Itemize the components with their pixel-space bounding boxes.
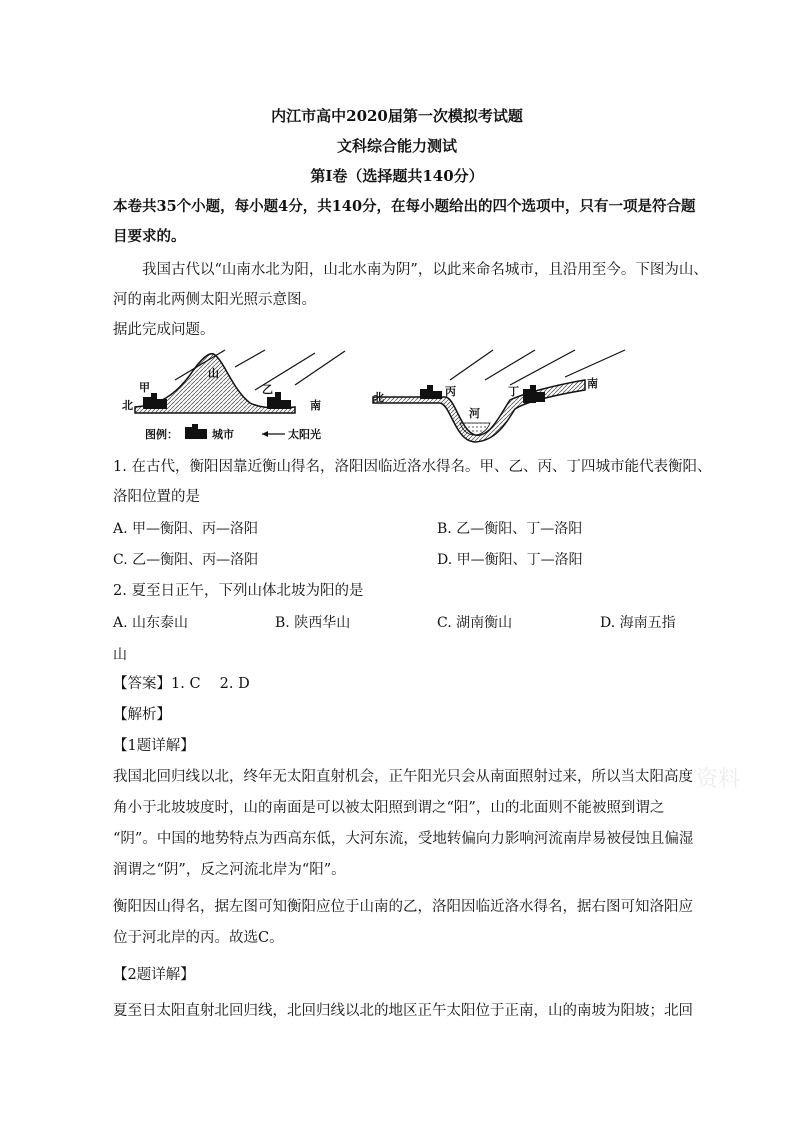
label-south-right: 南	[587, 377, 598, 390]
sunlight-ray	[565, 350, 625, 377]
label-jia: 甲	[139, 381, 150, 394]
label-north-left: 北	[122, 399, 133, 412]
q1-option-a: A. 甲—衡阳、丙—洛阳	[113, 521, 259, 537]
exam-title: 内江市高中2020届第一次模拟考试题	[271, 107, 523, 125]
q2-explanation-line-1: 夏至日太阳直射北回归线，北回归线以北的地区正午太阳位于正南，山的南坡为阳坡；北回	[113, 1003, 693, 1019]
sunlight-ray	[235, 350, 265, 367]
watermark: 资料	[696, 767, 741, 792]
city-icon-bing	[420, 385, 442, 399]
sunlight-ray	[295, 351, 345, 385]
label-south-left: 南	[310, 399, 321, 412]
q1-explanation-heading: 【1题详解】	[113, 738, 195, 754]
label-river: 河	[469, 407, 480, 420]
label-bing: 丙	[445, 385, 456, 398]
q2-option-c: C. 湖南衡山	[437, 615, 513, 631]
label-north-right: 北	[373, 391, 384, 404]
analysis-heading: 【解析】	[113, 707, 171, 723]
q2-explanation-heading: 【2题详解】	[113, 967, 195, 983]
label-ding: 丁	[508, 385, 519, 398]
exam-subtitle: 文科综合能力测试	[336, 137, 457, 155]
q1-explanation-line-2: 角小于北坡坡度时，山的南面是可以被太阳照到谓之“阳”，山的北面则不能被照到谓之	[113, 800, 665, 816]
instruction-line-2: 目要求的。	[113, 228, 186, 245]
sunlight-ray	[450, 350, 493, 380]
answer-line: 【答案】1. C 2. D	[113, 676, 250, 692]
q1-stem-line-1: 1. 在古代，衡阳因靠近衡山得名，洛阳因临近洛水得名。甲、乙、丙、丁四城市能代表衡阳、	[113, 459, 712, 475]
q1-explanation-line-1: 我国北回归线以北，终年无太阳直射机会，正午阳光只会从南面照射过来，所以当太阳高度	[113, 769, 693, 785]
q2-stem: 2. 夏至日正午，下列山体北坡为阳的是	[113, 583, 364, 599]
label-mountain: 山	[208, 367, 219, 380]
q1-option-c: C. 乙—衡阳、丙—洛阳	[113, 552, 259, 568]
q1-stem-line-2: 洛阳位置的是	[113, 489, 200, 505]
q1-option-d: D. 甲—衡阳、丁—洛阳	[437, 552, 583, 568]
legend-sunlight: 太阳光	[288, 428, 321, 441]
sunlight-ray	[510, 350, 575, 385]
intro-line-2: 河的南北两侧太阳光照示意图。	[113, 292, 316, 308]
q1-explanation-line-6: 位于河北岸的丙。故选C。	[113, 930, 284, 946]
legend-title: 图例：	[145, 428, 178, 441]
q2-option-d-continued: 山	[113, 647, 127, 663]
city-icon-jia	[143, 393, 167, 409]
right-panel	[373, 350, 625, 442]
q1-explanation-line-4: 润谓之“阴”，反之河流北岸为“阳”。	[113, 862, 346, 878]
instruction-line-1: 本卷共35个小题，每小题4分，共140分，在每小题给出的四个选项中，只有一项是符合题	[113, 198, 696, 215]
label-yi: 乙	[262, 383, 273, 396]
q2-option-a: A. 山东泰山	[113, 615, 189, 631]
city-icon-ding	[523, 385, 545, 403]
q1-option-b: B. 乙—衡阳、丁—洛阳	[437, 521, 583, 537]
legend-city: 城市	[212, 428, 234, 441]
q2-option-b: B. 陕西华山	[275, 615, 351, 631]
q2-option-d: D. 海南五指	[600, 615, 676, 631]
legend	[145, 424, 321, 441]
intro-line-1: 我国古代以“山南水北为阳，山北水南为阴”，以此来命名城市，且沿用至今。下图为山、	[142, 262, 708, 278]
left-panel	[122, 350, 345, 413]
intro-line-3: 据此完成问题。	[113, 322, 215, 338]
legend-arrow-head	[262, 431, 268, 437]
section-heading: 第Ⅰ卷（选择题共140分）	[310, 167, 484, 185]
q1-explanation-line-3: “阴”。中国的地势特点为西高东低，大河东流，受地转偏向力影响河流南岸易被侵蚀且偏湿	[113, 831, 694, 847]
q1-explanation-line-5: 衡阳因山得名，据左图可知衡阳应位于山南的乙，洛阳因临近洛水得名，据右图可知洛阳应	[113, 899, 693, 915]
legend-city-icon	[185, 424, 207, 439]
sunlight-diagram	[115, 345, 635, 445]
